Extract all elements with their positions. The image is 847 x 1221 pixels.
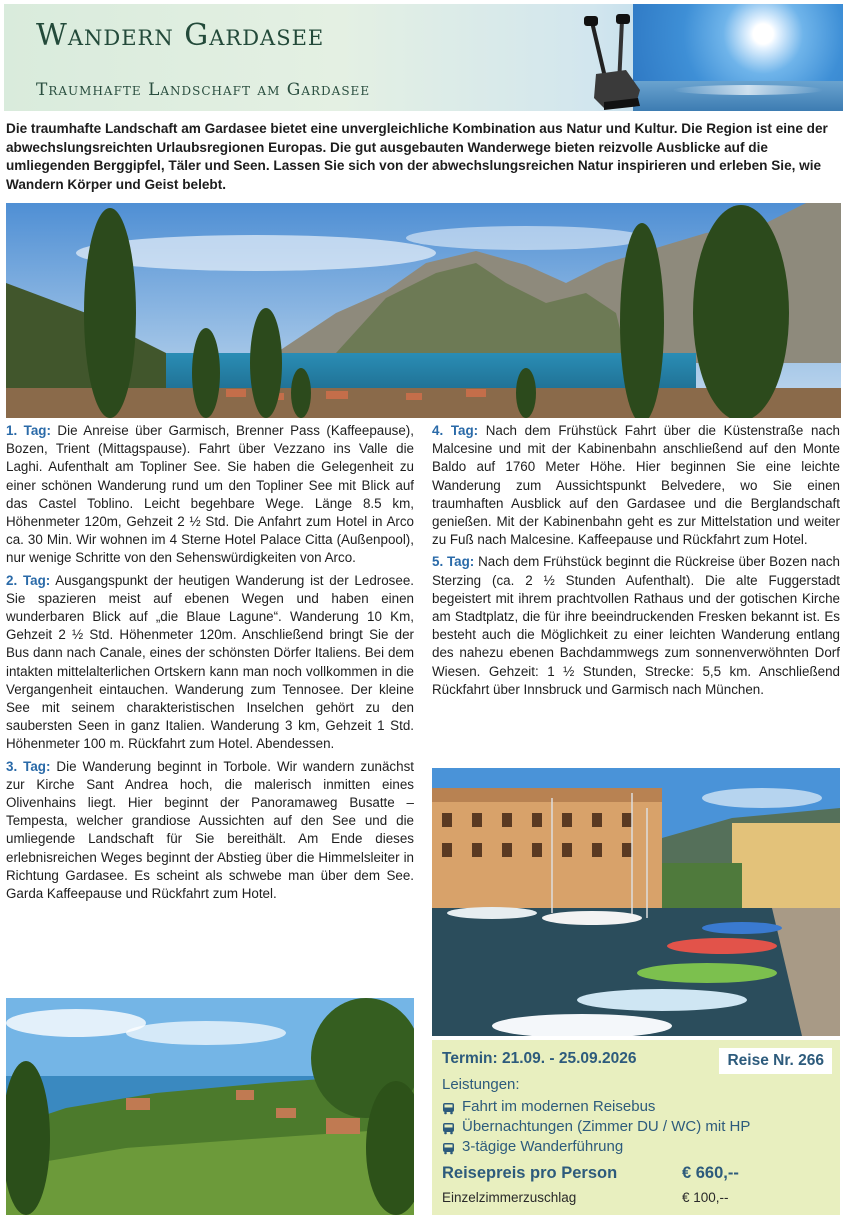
page-subtitle: Traumhafte Landschaft am Gardasee xyxy=(36,80,371,100)
day-3-paragraph xyxy=(6,758,414,904)
day-4-label: 4. Tag: xyxy=(432,423,479,438)
day-2-paragraph xyxy=(6,572,414,754)
day-1-label: 1. Tag: xyxy=(6,423,51,438)
day-4-text: Nach dem Frühstück Fahrt über die Küstenstraße nach Malcesine und mit der Kabinenbahn anschließend auf den Monte Baldo auf 1760 Meter Höhe. Hier beginnen Sie eine leichte Wanderung zum Aussichtspunkt Belvedere, wo Sie einen traumhaften Ausblick auf den Gardasee und die Berglandschaft genießen. Mit der Kabinenbahn geht es zur Mittelstation und weiter zu Fuß nach Malcesine. Kaffeepause und Rückfahrt zum Hotel. xyxy=(432,423,840,548)
day-4-paragraph xyxy=(432,422,840,549)
day-2-text: Ausgangspunkt der heutigen Wanderung ist der Ledrosee. Sie spazieren meist auf ebenen Wegen und haben einen wunderbaren Blick auf „die Blaue Lagune“. Wanderung 10 Km, Gehzeit 2 ½ Std. Höhenmeter 120m. Anschließend bringt Sie der Bus dann nach Canale, eines der schönsten Dörfer Italiens. Bei dem intakten mittelalterlichen Ortskern kann man noch vollkommen in die Vergangenheit eintauchen. Wanderung zum Tennosee. Der kleine See mit seinem charakteristischen Inselchen gehört zu den saubersten Seen in ganz Italien. Wanderung 3 km, Gehzeit 1 Std. Höhenmeter 100 m. Rückfahrt zum Hotel. Abendessen. xyxy=(6,572,414,752)
lake-panorama-photo xyxy=(6,203,841,418)
service-label: 3-tägige Wanderführung xyxy=(462,1138,624,1155)
price-label: Reisepreis pro Person xyxy=(442,1164,618,1182)
itinerary-left-column xyxy=(6,422,414,907)
trekking-poles-icon xyxy=(574,12,649,111)
day-5-text: Nach dem Frühstück beginnt die Rückreise über Bozen nach Sterzing (ca. 2 ½ Stunden Aufenthalt). Die alte Fuggerstadt begeistert mit ihrem prachtvollen Rathaus und der gotischen Kirche am Stadtplatz, die für ihre beeindruckenden Fresken bekannt ist. Es besteht auch die Möglichkeit zu einer leichten Wanderung entlang des nahezu ebenen Bachdammwegs zum sonnenverwöhnten Dorf Wiesen. Gehzeit: 1 ½ Stunden, Strecke: 5,5 km. Anschließend Rückfahrt über Innsbruck und Garmisch nach München. xyxy=(432,554,840,697)
bus-icon xyxy=(442,1121,455,1134)
booking-info-box xyxy=(432,1040,840,1215)
day-3-label: 3. Tag: xyxy=(6,758,51,774)
intro-text: Die traumhafte Landschaft am Gardasee bietet eine unvergleichliche Kombination aus Natur und Kultur. Die Region ist eine der abwechslungsreichten Urlaubsregionen Europas. Die gut ausgebauten Wanderwege bieten reizvolle Ausblicke auf die umliegenden Berggipfel, Täler und Seen. Lassen Sie sich von der abwechslungsreichen Natur inspirieren und erleben Sie, wie Wandern Körper und Geist belebt. xyxy=(6,121,828,192)
services-list xyxy=(442,1097,750,1157)
service-label: Übernachtungen (Zimmer DU / WC) mit HP xyxy=(462,1118,751,1135)
header-sea-image xyxy=(633,81,843,111)
service-label: Fahrt im modernen Reisebus xyxy=(462,1098,656,1115)
bus-icon xyxy=(442,1141,455,1154)
single-room-surcharge-value: € 100,-- xyxy=(682,1190,729,1205)
harbour-photo xyxy=(432,768,840,1036)
travel-dates: Termin: 21.09. - 25.09.2026 xyxy=(442,1050,637,1067)
bus-icon xyxy=(442,1101,455,1114)
single-room-surcharge-label: Einzelzimmerzuschlag xyxy=(442,1190,577,1205)
day-5-paragraph xyxy=(432,553,840,699)
day-3-text: Die Wanderung beginnt in Torbole. Wir wandern zunächst zur Kirche Sant Andrea hoch, die malerisch inmitten eines Olivenhains liegt. Hier beginnt der Panoramaweg Busatte – Tempesta, welcher grandiose Aussichten auf den See und die umliegende Landschaft für Sie bereithält. Am Ende dieses erlebnisreichen Weges beginnt der Abstieg über die Himmelsleiter in Richtung Gardasee. Es scheint als schwebe man über dem See. Garda Kaffeepause und Rückfahrt zum Hotel. xyxy=(6,758,414,902)
services-heading: Leistungen: xyxy=(442,1076,520,1093)
hillside-village-photo xyxy=(6,998,414,1215)
day-2-label: 2. Tag: xyxy=(6,572,51,588)
page-title: Wandern Gardasee xyxy=(36,18,325,53)
list-item xyxy=(442,1117,750,1137)
price-value: € 660,-- xyxy=(682,1164,739,1182)
day-5-label: 5. Tag: xyxy=(432,554,475,570)
header-banner xyxy=(4,4,843,111)
trip-number-badge: Reise Nr. 266 xyxy=(719,1048,832,1074)
itinerary-right-column xyxy=(432,422,840,703)
day-1-text: Die Anreise über Garmisch, Brenner Pass (Kaffeepause), Bozen, Trient (Mittagspause). Fahrt über Vezzano ins Valle die Laghi. Aufenthalt am Topliner See. Sie haben die Gelegenheit zu einer schönen Wanderung rund um den Topliner See mit Blick auf das Castel Toblino. Leicht begehbare Wege. Länge 8.5 km, Höhenmeter 120m, Gehzeit 2 ½ Std. Die Anfahrt zum Hotel in Arco ca. 30 Min. Wir wohnen im 4 Sterne Hotel Palace Citta (Außenpool), nur wenige Schritte von den Sehenswürdigkeiten von Arco. xyxy=(6,423,414,566)
day-1-paragraph xyxy=(6,422,414,568)
list-item xyxy=(442,1097,750,1117)
list-item xyxy=(442,1137,750,1157)
